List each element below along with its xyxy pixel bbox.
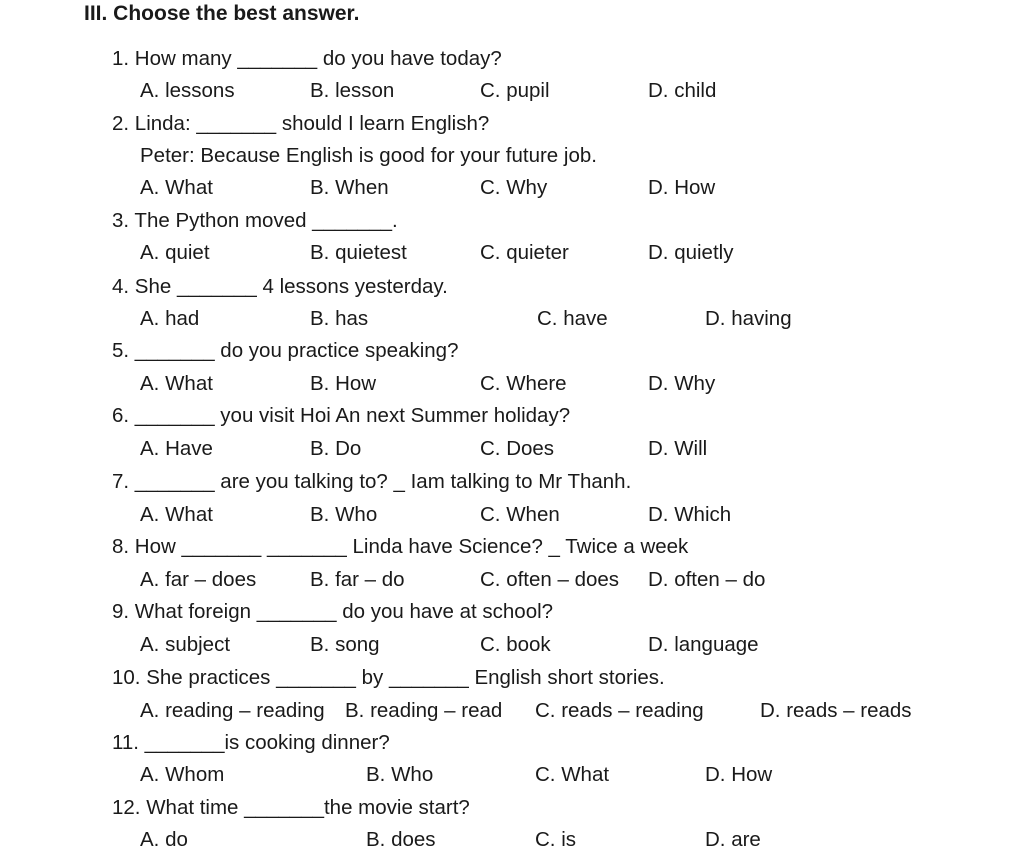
q12-option-a[interactable]: A. do xyxy=(140,828,188,851)
q7-option-d[interactable]: D. Which xyxy=(648,503,732,526)
question-11: 11. _______is cooking dinner? xyxy=(112,731,390,754)
question-6: 6. _______ you visit Hoi An next Summer holiday? xyxy=(112,404,571,427)
q12-option-b[interactable]: B. does xyxy=(366,828,436,851)
q9-option-d[interactable]: D. language xyxy=(648,633,759,656)
question-10: 10. She practices _______ by _______ English short stories. xyxy=(112,666,665,689)
q11-option-d[interactable]: D. How xyxy=(705,763,773,786)
question-3: 3. The Python moved _______. xyxy=(112,209,398,232)
q6-option-c[interactable]: C. Does xyxy=(480,437,555,460)
q2-option-c[interactable]: C. Why xyxy=(480,176,548,199)
q7-option-b[interactable]: B. Who xyxy=(310,503,378,526)
q4-option-c[interactable]: C. have xyxy=(537,307,608,330)
q2-option-b[interactable]: B. When xyxy=(310,176,389,199)
question-7: 7. _______ are you talking to? _ Iam talking to Mr Thanh. xyxy=(112,470,632,493)
q7-option-a[interactable]: A. What xyxy=(140,503,213,526)
q8-option-c[interactable]: C. often – does xyxy=(480,568,620,591)
question-12: 12. What time _______the movie start? xyxy=(112,796,470,819)
q10-option-a[interactable]: A. reading – reading xyxy=(140,699,325,722)
q6-option-b[interactable]: B. Do xyxy=(310,437,362,460)
q3-option-d[interactable]: D. quietly xyxy=(648,241,734,264)
question-2: 2. Linda: _______ should I learn English? xyxy=(112,112,490,135)
q3-option-c[interactable]: C. quieter xyxy=(480,241,569,264)
q3-option-b[interactable]: B. quietest xyxy=(310,241,407,264)
q10-option-b[interactable]: B. reading – read xyxy=(345,699,503,722)
q4-option-b[interactable]: B. has xyxy=(310,307,369,330)
question-8: 8. How _______ _______ Linda have Science? _ Twice a week xyxy=(112,535,689,558)
q5-option-c[interactable]: C. Where xyxy=(480,372,567,395)
q11-option-b[interactable]: B. Who xyxy=(366,763,434,786)
q2-option-d[interactable]: D. How xyxy=(648,176,716,199)
q6-option-d[interactable]: D. Will xyxy=(648,437,708,460)
q1-option-c[interactable]: C. pupil xyxy=(480,79,550,102)
question-1: 1. How many _______ do you have today? xyxy=(112,47,502,70)
q11-option-a[interactable]: A. Whom xyxy=(140,763,225,786)
question-4: 4. She _______ 4 lessons yesterday. xyxy=(112,275,448,298)
q8-option-a[interactable]: A. far – does xyxy=(140,568,257,591)
q10-option-c[interactable]: C. reads – reading xyxy=(535,699,704,722)
question-9: 9. What foreign _______ do you have at school? xyxy=(112,600,554,623)
q4-option-a[interactable]: A. had xyxy=(140,307,200,330)
q5-option-b[interactable]: B. How xyxy=(310,372,377,395)
q1-option-a[interactable]: A. lessons xyxy=(140,79,235,102)
q2-option-a[interactable]: A. What xyxy=(140,176,213,199)
q6-option-a[interactable]: A. Have xyxy=(140,437,213,460)
q12-option-d[interactable]: D. are xyxy=(705,828,761,851)
q11-option-c[interactable]: C. What xyxy=(535,763,610,786)
q9-option-a[interactable]: A. subject xyxy=(140,633,231,656)
q5-option-d[interactable]: D. Why xyxy=(648,372,716,395)
q1-option-d[interactable]: D. child xyxy=(648,79,717,102)
q5-option-a[interactable]: A. What xyxy=(140,372,213,395)
q7-option-c[interactable]: C. When xyxy=(480,503,560,526)
q9-option-b[interactable]: B. song xyxy=(310,633,380,656)
q1-option-b[interactable]: B. lesson xyxy=(310,79,395,102)
q9-option-c[interactable]: C. book xyxy=(480,633,551,656)
q3-option-a[interactable]: A. quiet xyxy=(140,241,210,264)
q8-option-d[interactable]: D. often – do xyxy=(648,568,766,591)
q8-option-b[interactable]: B. far – do xyxy=(310,568,405,591)
question-5: 5. _______ do you practice speaking? xyxy=(112,339,459,362)
question-2-reply: Peter: Because English is good for your future job. xyxy=(140,144,597,167)
q10-option-d[interactable]: D. reads – reads xyxy=(760,699,912,722)
q4-option-d[interactable]: D. having xyxy=(705,307,792,330)
section-title: III. Choose the best answer. xyxy=(84,2,360,25)
q12-option-c[interactable]: C. is xyxy=(535,828,576,851)
